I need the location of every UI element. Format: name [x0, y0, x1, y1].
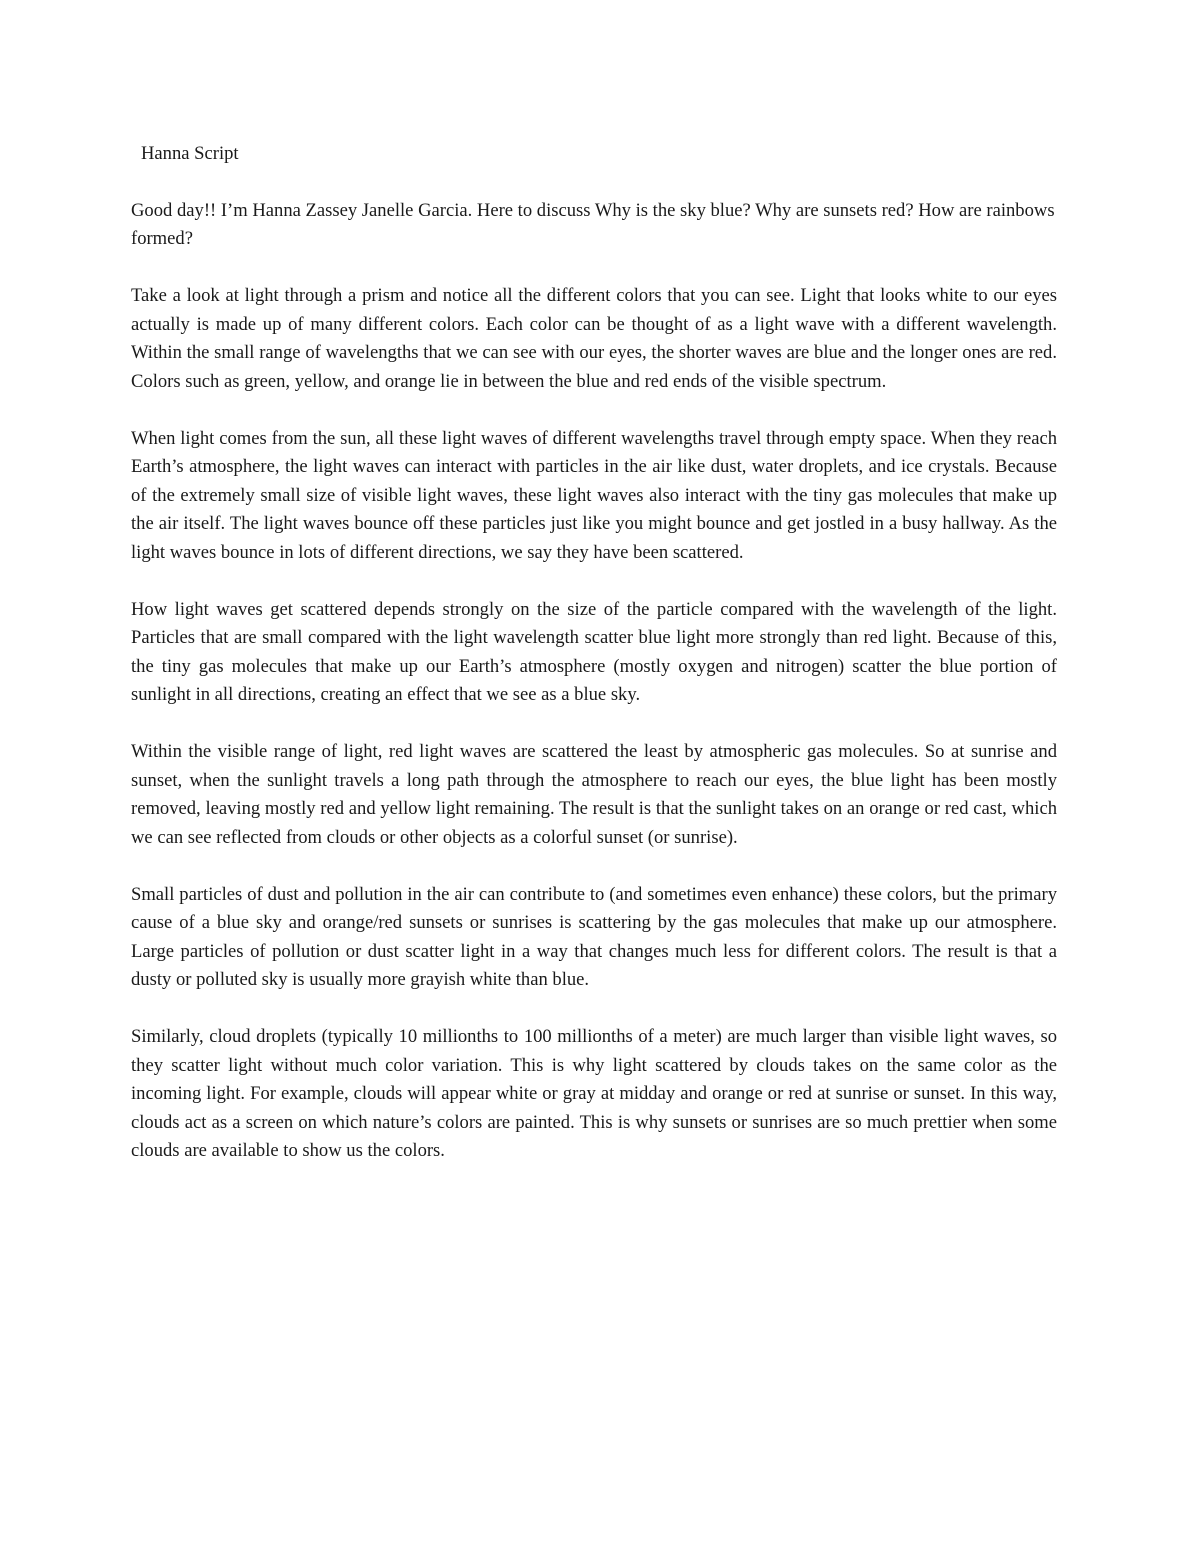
paragraph-pollution: Small particles of dust and pollution in the air can contribute to (and sometimes even enhance) these colors, but the primary cause of a blue sky and orange/red sunsets or sunrises is scattering by the gas molecules that make up our atmosphere. Large particles of pollution or dust scatter light in a way that changes much less for different colors. The result is that a dusty or polluted sky is usually more grayish white than blue. — [131, 883, 1057, 990]
paragraph-intro: Good day!! I’m Hanna Zassey Janelle Garcia. Here to discuss Why is the sky blue? Why are sunsets red? How are rainbows formed? — [131, 199, 1055, 249]
document-title: Hanna Script — [141, 143, 239, 164]
paragraph-prism: Take a look at light through a prism and notice all the different colors that you can see. Light that looks white to our eyes actually is made up of many different colors. Each color can be thought of as a light wave with a different wavelength. Within the small range of wavelengths that we can see with our eyes, the shorter waves are blue and the longer ones are red. Colors such as green, yellow, and orange lie in between the blue and red ends of the visible spectrum. — [131, 285, 1057, 392]
paragraph-scattering: When light comes from the sun, all these light waves of different wavelengths travel through empty space. When they reach Earth’s atmosphere, the light waves can interact with particles in the air like dust, water droplets, and ice crystals. Because of the extremely small size of visible light waves, these light waves also interact with the tiny gas molecules that make up the air itself. The light waves bounce off these particles just like you might bounce and get jostled in a busy hallway. As the light waves bounce in lots of different directions, we say they have been scattered. — [131, 427, 1057, 563]
paragraph-clouds: Similarly, cloud droplets (typically 10 millionths to 100 millionths of a meter) are much larger than visible light waves, so they scatter light without much color variation. This is why light scattered by clouds takes on the same color as the incoming light. For example, clouds will appear white or gray at midday and orange or red at sunrise or sunset. In this way, clouds act as a screen on which nature’s colors are painted. This is why sunsets or sunrises are so much prettier when some clouds are available to show us the colors. — [131, 1026, 1057, 1161]
paragraph-blue-sky: How light waves get scattered depends strongly on the size of the particle compared with the wavelength of the light. Particles that are small compared with the light wavelength scatter blue light more strongly than red light. Because of this, the tiny gas molecules that make up our Earth’s atmosphere (mostly oxygen and nitrogen) scatter the blue portion of sunlight in all directions, creating an effect that we see as a blue sky. — [131, 598, 1057, 705]
document-body — [131, 140, 1057, 1194]
paragraph-sunset: Within the visible range of light, red light waves are scattered the least by atmospheric gas molecules. So at sunrise and sunset, when the sunlight travels a long path through the atmosphere to reach our eyes, the blue light has been mostly removed, leaving mostly red and yellow light remaining. The result is that the sunlight takes on an orange or red cast, which we can see reflected from clouds or other objects as a colorful sunset (or sunrise). — [131, 741, 1057, 848]
